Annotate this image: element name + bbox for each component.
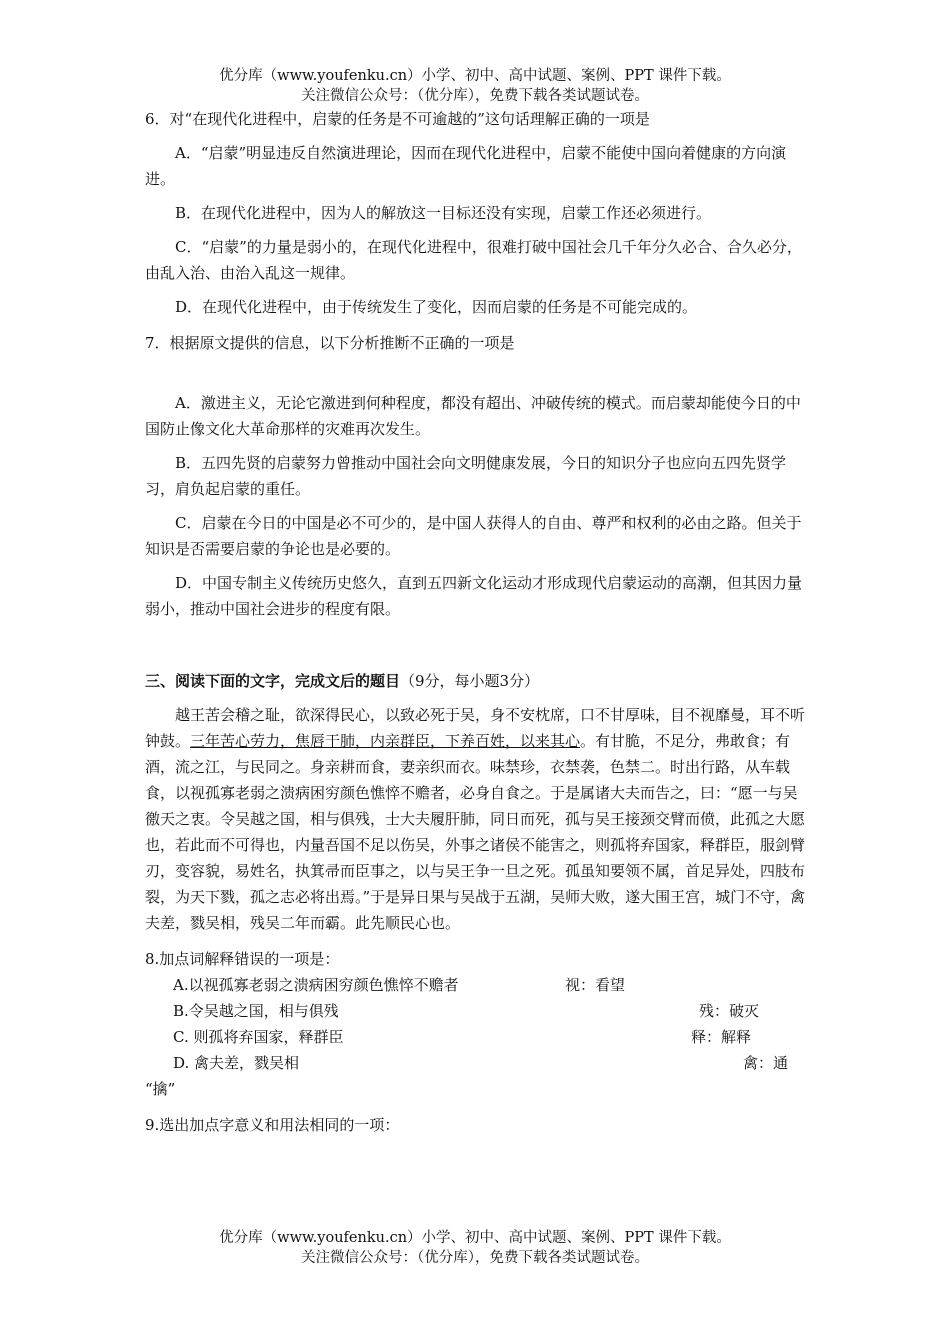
document-body bbox=[145, 106, 812, 1138]
question-6-option-d: D．在现代化进程中，由于传统发生了变化，因而启蒙的任务是不可能完成的。 bbox=[175, 298, 698, 316]
footer-line-1: 优分库（www.youfenku.cn）小学、初中、高中试题、案例、PPT 课件下载。 bbox=[219, 1230, 731, 1246]
option-d-sentence: D. 禽夫差，戮吴相 bbox=[173, 1054, 300, 1072]
passage-part-1: 越王苦会稽之耻，欲深得民心，以致必死于吴，身不安枕席，口不甘厚味，目不视靡曼，耳不听钟鼓。 bbox=[145, 706, 806, 750]
option-d-gloss-continuation: “擒” bbox=[145, 1080, 176, 1098]
question-7-option-a: A．激进主义，无论它激进到何种程度，都没有超出、冲破传统的模式。而启蒙却能使今日的中国防止像文化大革命那样的灾难再次发生。 bbox=[145, 394, 801, 438]
question-6-option-a: A．“启蒙”明显违反自然演进理论，因而在现代化进程中，启蒙不能使中国向着健康的方向演进。 bbox=[145, 144, 787, 188]
question-8-option-b bbox=[145, 998, 812, 1024]
section-3-score: （9分，每小题3分） bbox=[400, 672, 540, 690]
header-line-2: 关注微信公众号：（优分库），免费下载各类试题试卷。 bbox=[301, 88, 649, 104]
question-8-stem: 8.加点词解释错误的一项是： bbox=[145, 950, 340, 968]
option-c-gloss: 释：解释 bbox=[691, 1028, 752, 1046]
option-a-gloss: 视：看望 bbox=[565, 976, 626, 994]
section-3-title bbox=[145, 668, 812, 694]
page-footer bbox=[0, 1228, 950, 1268]
classical-passage bbox=[145, 702, 812, 936]
question-7-option-d: D．中国专制主义传统历史悠久，直到五四新文化运动才形成现代启蒙运动的高潮，但其因力量弱小，推动中国社会进步的程度有限。 bbox=[145, 574, 803, 618]
option-a-sentence: A.以视孤寡老弱之溃病困穷颜色憔悴不赡者 bbox=[173, 976, 459, 994]
passage-underlined-sentence: 三年苦心劳力，焦唇干肺，内亲群臣，下养百姓，以来其心 bbox=[190, 732, 581, 750]
section-3-title-text: 三、阅读下面的文字，完成文后的题目 bbox=[145, 672, 401, 690]
question-8-option-c bbox=[145, 1024, 812, 1050]
question-6-option-b: B．在现代化进程中，因为人的解放这一目标还没有实现，启蒙工作还必须进行。 bbox=[175, 204, 712, 222]
option-c-sentence: C. 则孤将弃国家，释群臣 bbox=[173, 1028, 344, 1046]
option-b-sentence: B.令吴越之国，相与俱残 bbox=[173, 1002, 339, 1020]
question-7-stem: 7．根据原文提供的信息，以下分析推断不正确的一项是 bbox=[145, 334, 515, 352]
question-9-stem: 9.选出加点字意义和用法相同的一项： bbox=[145, 1116, 400, 1134]
question-8-option-a bbox=[145, 972, 812, 998]
passage-part-2: 。有甘脆，不足分，弗敢食；有酒，流之江，与民同之。身亲耕而食，妻亲织而衣。味禁珍，衣禁袭，色禁二。时出行路，从车载食，以视孤寡老弱之溃病困穷颜色憔悴不赡者，必身自食之。于是属诸大夫而告之，曰：“愿一与吴徼天之衷。令吴越之国，相与俱残，士大夫履肝肺，同日而死，孤与吴王接颈交臂而偾，此孤之大愿也，若此而不可得也，内量吾国不足以伤吴，外事之诸侯不能害之，则孤将弃国家，释群臣，服剑臂刃，变容貌，易姓名，执箕帚而臣事之，以与吴王争一旦之死。孤虽知要领不属，首足异处，四肢布裂，为天下戮，孤之志必将出焉。”于是异日果与吴战于五湖，吴师大败，遂大围王宫，城门不守，禽夫差，戮吴相，残吴二年而霸。此先顺民心也。 bbox=[145, 732, 806, 932]
question-8-option-d bbox=[145, 1050, 812, 1076]
question-6-stem: 6．对“在现代化进程中，启蒙的任务是不可逾越的”这句话理解正确的一项是 bbox=[145, 110, 650, 128]
page-header bbox=[0, 66, 950, 106]
question-7-option-b: B．五四先贤的启蒙努力曾推动中国社会向文明健康发展，今日的知识分子也应向五四先贤学习，肩负起启蒙的重任。 bbox=[145, 454, 787, 498]
option-d-gloss: 禽：通 bbox=[743, 1054, 789, 1072]
question-7-option-c: C．启蒙在今日的中国是必不可少的，是中国人获得人的自由、尊严和权利的必由之路。但关于知识是否需要启蒙的争论也是必要的。 bbox=[145, 514, 802, 558]
footer-line-2: 关注微信公众号：（优分库），免费下载各类试题试卷。 bbox=[301, 1250, 649, 1266]
question-6-option-c: C．“启蒙”的力量是弱小的，在现代化进程中，很难打破中国社会几千年分久必合、合久必分，由乱入治、由治入乱这一规律。 bbox=[145, 238, 802, 282]
option-b-gloss: 残：破灭 bbox=[699, 1002, 760, 1020]
header-line-1: 优分库（www.youfenku.cn）小学、初中、高中试题、案例、PPT 课件下载。 bbox=[219, 68, 731, 84]
